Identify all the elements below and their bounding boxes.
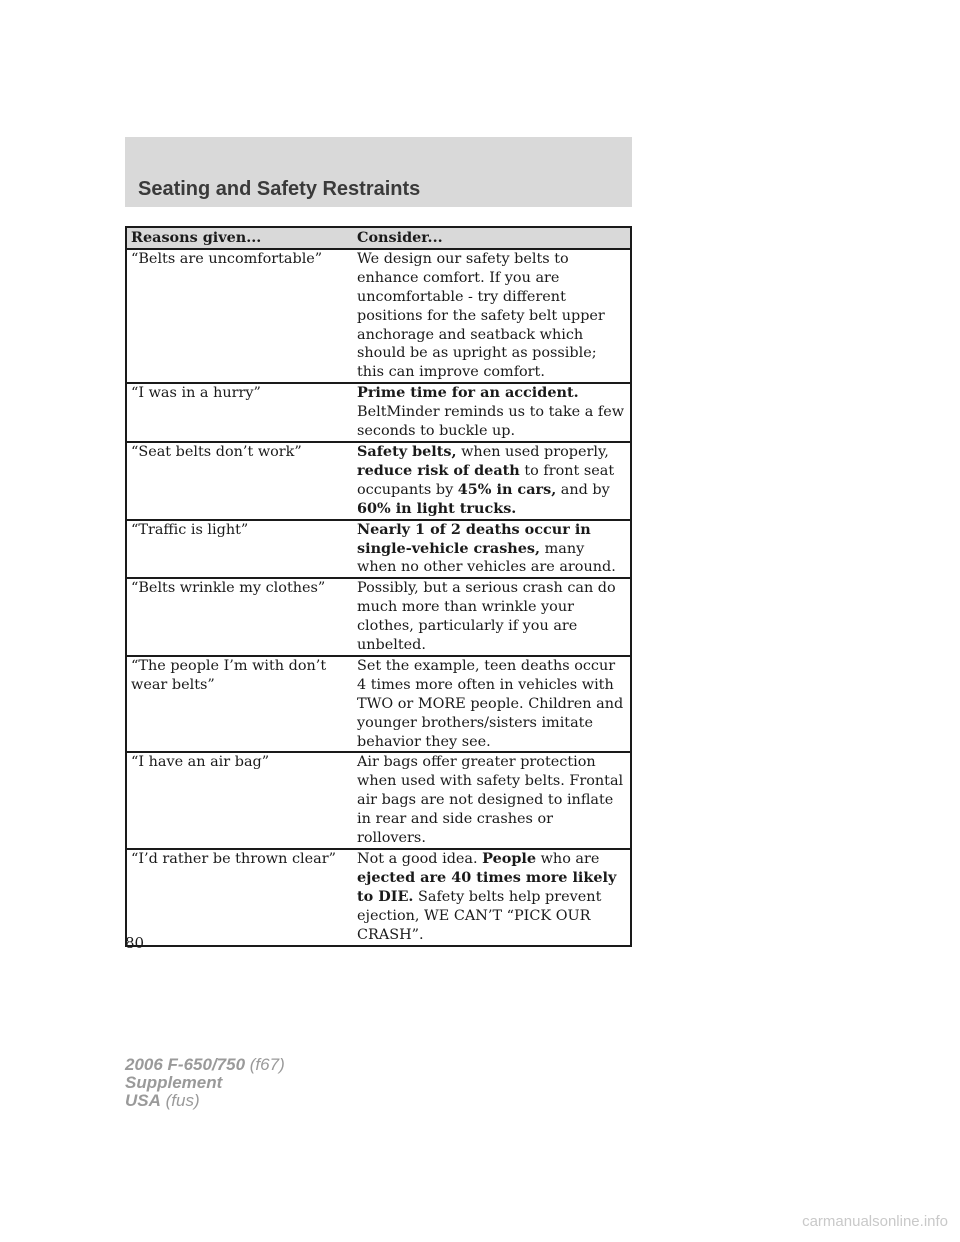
- body-text: to front seat occupants by: [357, 462, 615, 498]
- footer-region-code: (fus): [160, 1091, 200, 1110]
- footer-model-code: (f67): [245, 1055, 285, 1074]
- consider-cell: [353, 752, 631, 849]
- reason-cell: “Traffic is light”: [126, 520, 353, 579]
- table-header-row: [126, 227, 631, 249]
- emphasis-text: Prime time for an accident.: [357, 384, 579, 402]
- body-text: many when no other vehicles are around.: [357, 540, 616, 576]
- body-text: Safety belts help prevent ejection, WE CAN’T “PICK OUR CRASH”.: [357, 888, 602, 943]
- table-row: [126, 656, 631, 753]
- body-text: when used properly,: [456, 443, 609, 460]
- body-text: and by: [556, 481, 610, 498]
- emphasis-text: Safety belts,: [357, 442, 457, 460]
- body-text: who are: [536, 851, 600, 867]
- emphasis-text: 45% in cars,: [457, 480, 557, 498]
- section-title: Seating and Safety Restraints: [138, 178, 421, 200]
- body-text: Air bags offer greater protection when used with safety belts. Frontal air bags are not designed to inflate in rear and side crashes or rollovers.: [357, 754, 624, 847]
- table-row: [126, 849, 631, 946]
- reason-cell: “Belts are uncomfortable”: [126, 249, 353, 383]
- column-header-consider: Consider...: [353, 227, 631, 249]
- emphasis-text: Nearly 1 of 2 deaths occur in single-vehicle crashes,: [357, 520, 591, 557]
- emphasis-text: ejected are 40 times more likely to DIE.: [357, 868, 617, 905]
- body-text: BeltMinder reminds us to take a few seconds to buckle up.: [357, 404, 625, 440]
- footer-line-region: [125, 1092, 285, 1110]
- consider-cell: [353, 249, 631, 383]
- emphasis-text: 60% in light trucks.: [357, 499, 517, 517]
- body-text: Not a good idea.: [357, 851, 483, 867]
- reason-cell: “I’d rather be thrown clear”: [126, 849, 353, 946]
- consider-cell: [353, 520, 631, 579]
- table-row: [126, 520, 631, 579]
- site-watermark: carmanualsonline.info: [802, 1213, 948, 1230]
- footer-line-supplement: Supplement: [125, 1073, 223, 1092]
- footer-model: 2006 F-650/750: [125, 1055, 246, 1074]
- body-text: We design our safety belts to enhance comfort. If you are uncomfortable - try different positions for the safety belt upper anchorage and seatback which should be as upright as possible; this can improve comfort.: [357, 250, 605, 381]
- reason-cell: “I was in a hurry”: [126, 383, 353, 442]
- footer-line-model: [125, 1056, 285, 1074]
- reason-cell: “Belts wrinkle my clothes”: [126, 578, 353, 656]
- reason-cell: “I have an air bag”: [126, 752, 353, 849]
- reason-cell: “Seat belts don’t work”: [126, 442, 353, 520]
- reason-cell: “The people I’m with don’t wear belts”: [126, 656, 353, 753]
- column-header-reasons: Reasons given...: [126, 227, 353, 249]
- table-row: [126, 752, 631, 849]
- reasons-table: [125, 226, 632, 947]
- table-row: [126, 249, 631, 383]
- table-row: [126, 442, 631, 520]
- footer-region: USA: [125, 1091, 161, 1110]
- document-footer: [125, 1056, 285, 1110]
- page-number: 80: [125, 934, 145, 952]
- consider-cell: [353, 383, 631, 442]
- emphasis-text: People: [482, 850, 537, 867]
- consider-cell: [353, 578, 631, 656]
- body-text: Possibly, but a serious crash can do much more than wrinkle your clothes, particularly if you are unbelted.: [357, 580, 616, 654]
- consider-cell: [353, 442, 631, 520]
- body-text: Set the example, teen deaths occur 4 times more often in vehicles with TWO or MORE people. Children and younger brothers/sisters imitate behavior they see.: [357, 657, 624, 750]
- consider-cell: [353, 656, 631, 753]
- table-row: [126, 383, 631, 442]
- table-row: [126, 578, 631, 656]
- consider-cell: [353, 849, 631, 946]
- emphasis-text: reduce risk of death: [357, 461, 520, 479]
